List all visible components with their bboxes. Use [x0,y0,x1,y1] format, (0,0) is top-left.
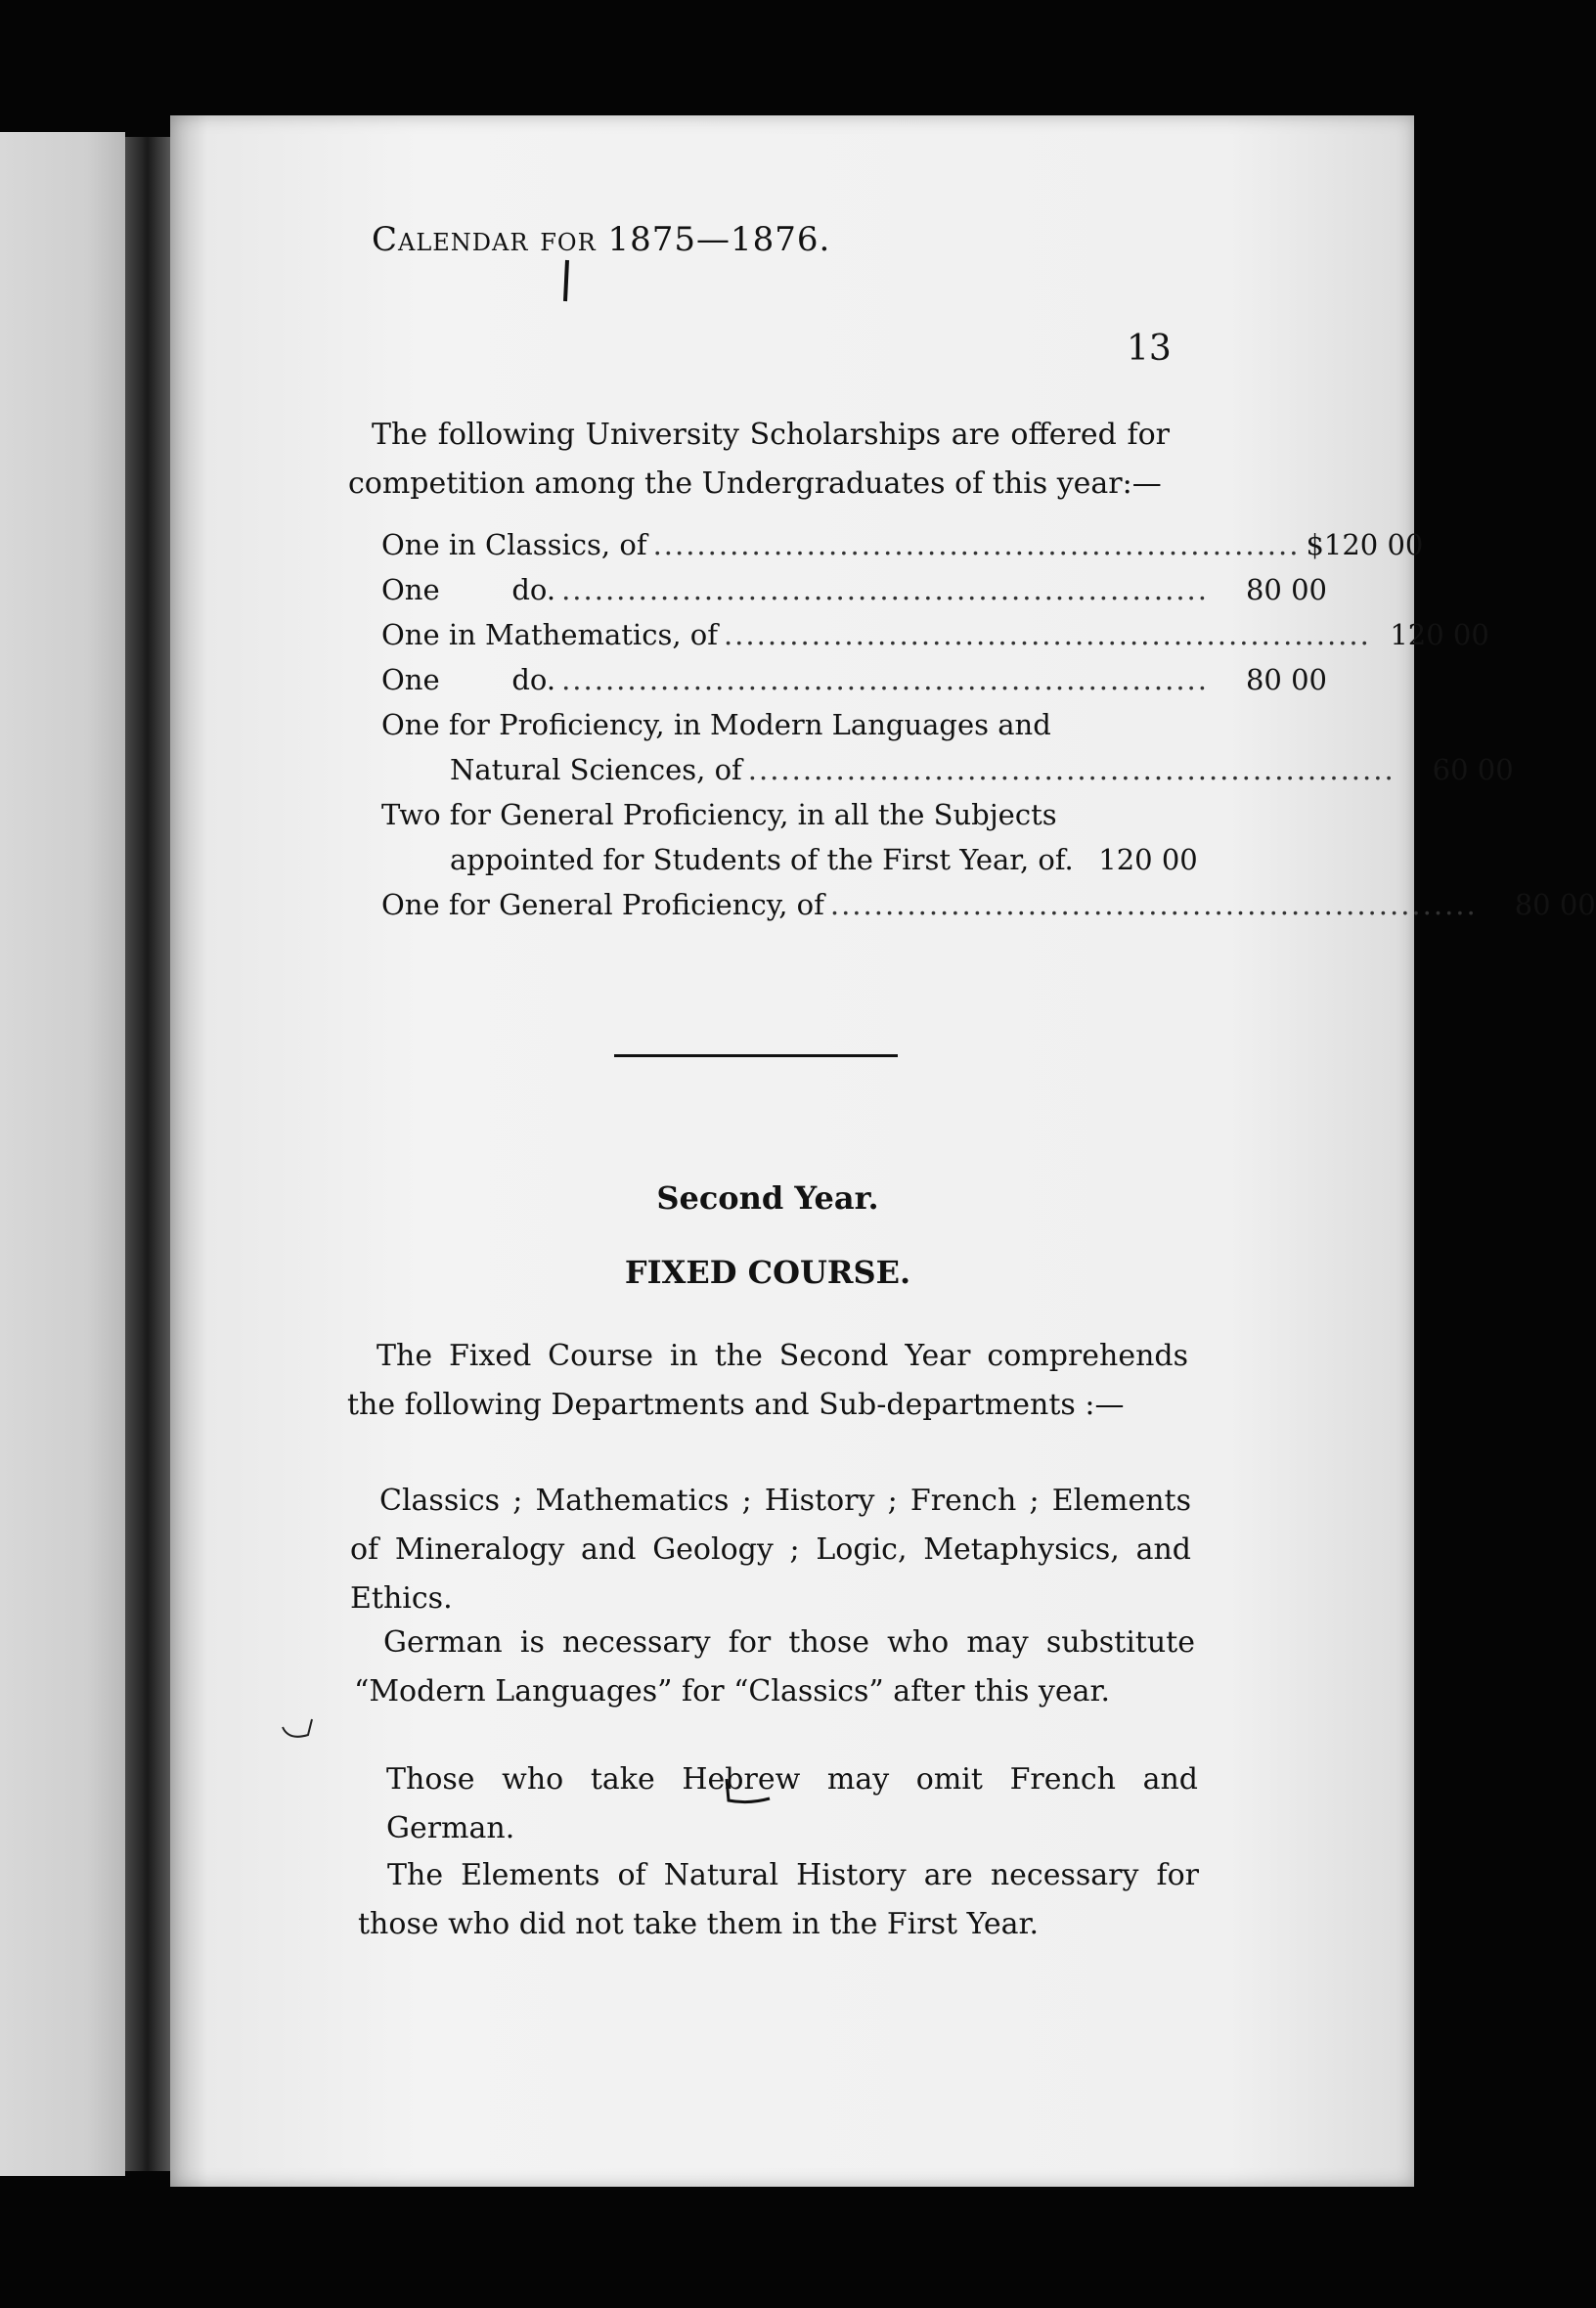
course-heading: FIXED COURSE. [624,1254,911,1291]
scholarship-amount: 120 00 [1390,618,1489,651]
scholarship-label: Natural Sciences, of [450,753,742,786]
leader-dots: ........................................................... [747,753,1396,786]
scholarship-label: One for General Proficiency, of [381,888,824,921]
scholarship-amount: 60 00 [1432,753,1514,786]
scholarship-amount: 80 00 [1245,663,1327,696]
header-years: 1875—1876. [607,220,831,259]
scholarship-amount: 80 00 [1245,573,1327,606]
leader-dots: ........................................................... [561,663,1209,696]
scholarship-amount: 80 00 [1514,888,1596,921]
section-divider [614,1054,898,1057]
scholarship-amount: 120 00 [1098,843,1198,876]
scholarship-label: appointed for Students of the First Year, of. [450,843,1074,876]
running-header [372,220,1154,259]
page-number: 13 [1127,329,1172,369]
scholarship-row [381,888,1596,933]
scholarship-row [381,573,1327,618]
pen-mark-icon [557,256,577,305]
scholarship-row [381,528,1424,573]
scholarship-label: One in Mathematics, of [381,618,718,651]
book-gutter [125,137,170,2171]
body-paragraph: Those who take Hebrew may omit French and German. [386,1762,1198,1845]
leader-dots: ........................................................... [723,618,1371,651]
leader-dots: ........................................................... [561,573,1209,606]
section-heading: Second Year. [656,1179,879,1217]
scholarship-row [381,663,1327,708]
facing-page-edge [0,132,125,2176]
scholarship-row [381,618,1489,663]
scholarship-row [381,843,1198,888]
scholarship-list [381,528,1596,933]
body-paragraph: The Fixed Course in the Second Year comprehends the following Departments and Sub-departments :— [347,1339,1188,1422]
scholarship-label: Two for General Proficiency, in all the Subjects [381,798,1057,831]
intro-paragraph: The following University Scholarships are offered for competition among the Undergraduates of this year:— [348,418,1170,501]
body-paragraph: German is necessary for those who may substitute “Modern Languages” for “Classics” after this year. [354,1625,1195,1709]
scholarship-label: One for Proficiency, in Modern Languages and [381,708,1051,741]
leader-dots: ........................................................... [652,528,1301,561]
scholarship-label: One do. [381,663,556,696]
body-paragraph: The Elements of Natural History are necessary for those who did not take them in the First Year. [358,1858,1199,1941]
scholarship-amount: $120 00 [1306,528,1424,561]
scholarship-row [381,798,1154,843]
header-title: Calendar for [372,220,597,259]
scholarship-label: One do. [381,573,556,606]
body-paragraph: Classics ; Mathematics ; History ; French ; Elements of Mineralogy and Geology ; Logic, Metaphysics, and Ethics. [350,1484,1191,1616]
scholarship-row [381,753,1514,798]
leader-dots: ........................................................... [829,888,1478,921]
scholarship-row [381,708,1154,753]
scholarship-label: One in Classics, of [381,528,647,561]
pen-mark-icon [279,1713,318,1747]
